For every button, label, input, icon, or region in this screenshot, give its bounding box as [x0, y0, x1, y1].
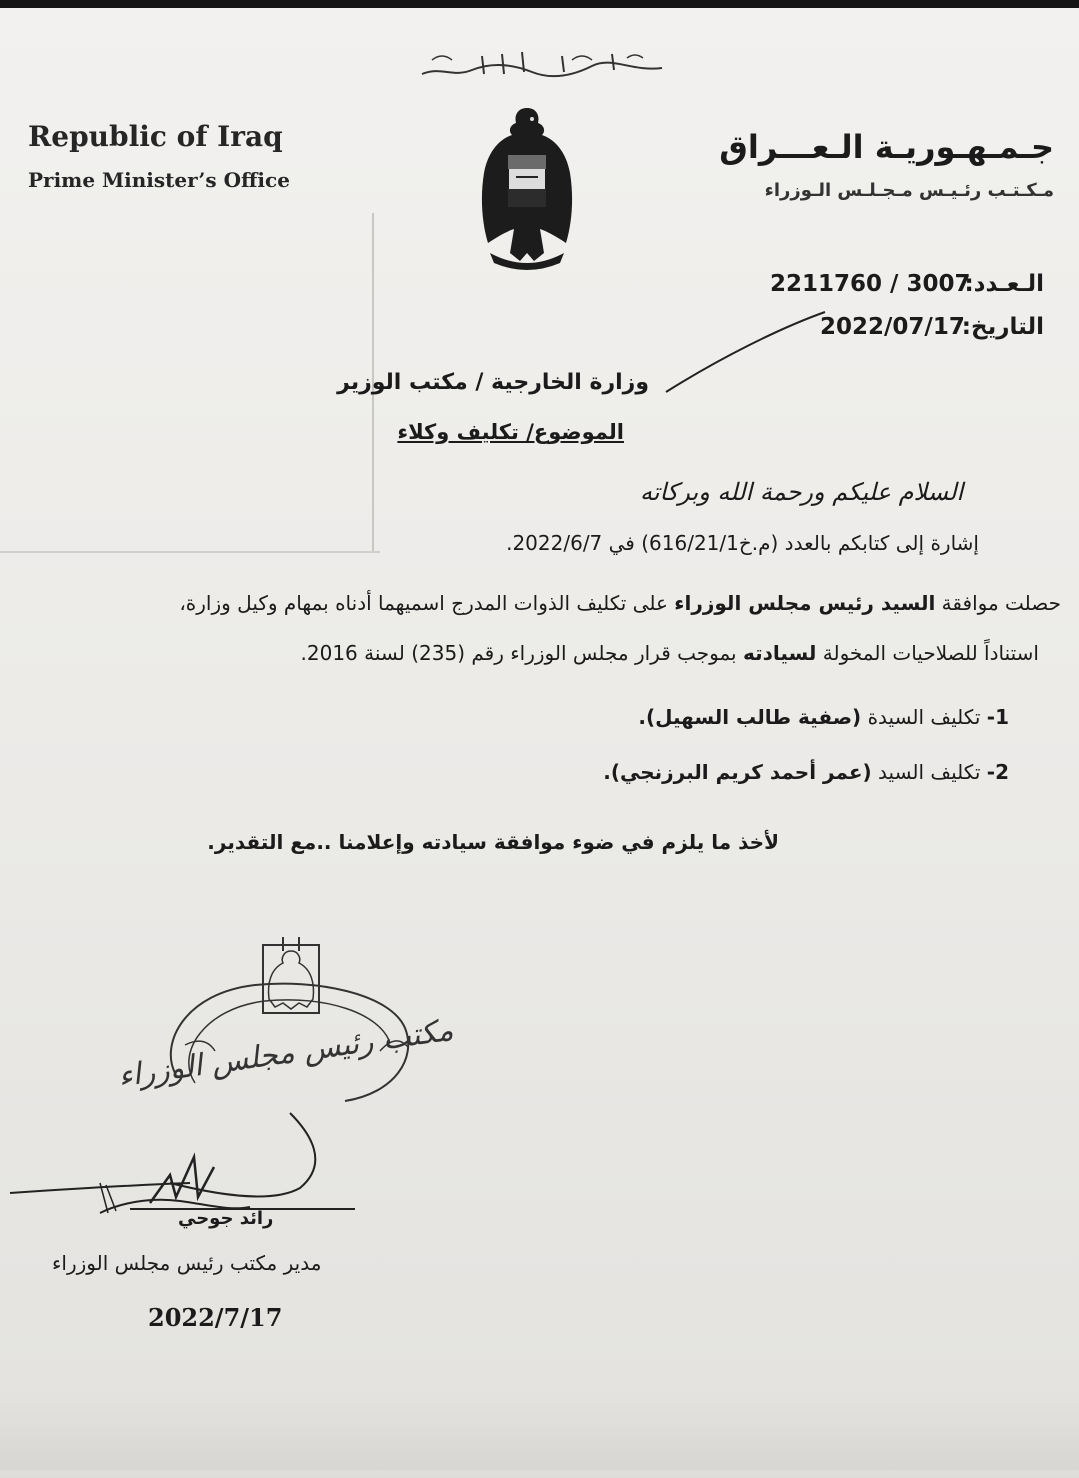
- number-label: الـعـدد:: [964, 271, 1044, 297]
- paragraph2-bold: لسيادته: [742, 641, 817, 665]
- document-date: 2022/07/17: [820, 314, 965, 340]
- paragraph-line-2: [301, 641, 1039, 665]
- arabic-title: جـمـهـوريـة الـعـــراق: [719, 128, 1054, 166]
- photo-shadow: [0, 1388, 1079, 1478]
- top-black-bar: [0, 0, 1079, 8]
- document-number: 2211760 / 3007: [770, 271, 971, 297]
- item-name: (عمر أحمد كريم البرزنجي).: [603, 760, 872, 784]
- list-item: [638, 705, 1009, 729]
- reference-line: إشارة إلى كتابكم بالعدد (م.خ616/21/1) في 2022/6/7.: [506, 531, 979, 555]
- paragraph2-rest: بموجب قرار مجلس الوزراء رقم (235) لسنة 2016.: [300, 641, 737, 665]
- basmala-calligraphy: [412, 46, 672, 86]
- item-prefix: تكليف السيد: [878, 760, 981, 784]
- list-item: [603, 760, 1009, 784]
- date-label: التاريخ:: [961, 314, 1044, 340]
- english-title: Republic of Iraq: [28, 120, 283, 153]
- recipient: وزارة الخارجية / مكتب الوزير: [337, 370, 649, 395]
- paragraph2-pre: استناداً للصلاحيات المخولة: [822, 641, 1039, 665]
- paragraph-lead: حصلت موافقة: [941, 591, 1061, 615]
- subject-line: الموضوع/ تكليف وكلاء: [397, 420, 624, 444]
- item-number: 2-: [986, 760, 1009, 784]
- arabic-subtitle: مـكـتـب رئـيـس مـجـلـس الـوزراء: [764, 180, 1054, 201]
- eagle-emblem-icon: [470, 103, 585, 278]
- english-subtitle: Prime Minister’s Office: [28, 168, 290, 192]
- paragraph-rest: على تكليف الذوات المدرج اسميهما أدناه بمهام وكيل وزارة،: [179, 591, 668, 615]
- paper-fold-line: [0, 551, 380, 553]
- item-prefix: تكليف السيدة: [867, 705, 981, 729]
- signer-title: مدير مكتب رئيس مجلس الوزراء: [52, 1251, 322, 1275]
- greeting: السلام عليكم ورحمة الله وبركاته: [640, 478, 964, 506]
- letter-page: [0, 8, 1079, 1470]
- item-number: 1-: [986, 705, 1009, 729]
- closing-line: لأخذ ما يلزم في ضوء موافقة سيادته وإعلامنا ..مع التقدير.: [207, 830, 779, 854]
- paragraph-bold: السيد رئيس مجلس الوزراء: [674, 591, 936, 615]
- item-name: (صفية طالب السهيل).: [638, 705, 862, 729]
- pen-stroke: [660, 308, 830, 398]
- signer-name: رائد جوحي: [178, 1208, 274, 1229]
- svg-text:مكتب رئيس مجلس الوزراء: مكتب رئيس مجلس الوزراء: [115, 1012, 456, 1095]
- paragraph-line-1: [179, 591, 1061, 615]
- signature-date: 2022/7/17: [148, 1303, 283, 1332]
